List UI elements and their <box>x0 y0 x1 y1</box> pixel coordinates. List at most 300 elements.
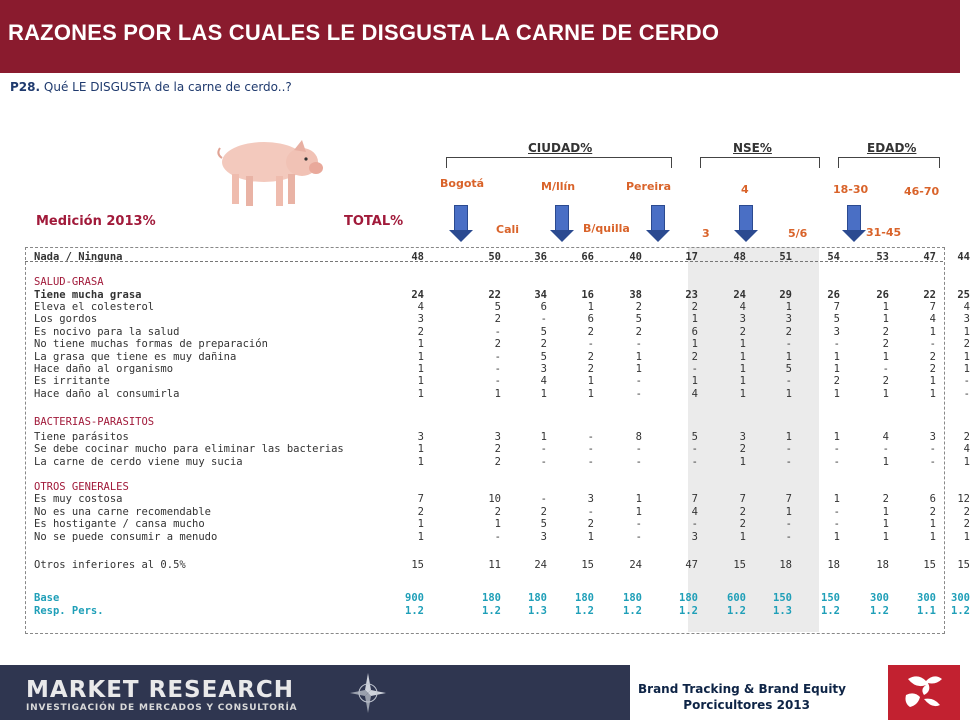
table-cell: 1 <box>963 531 970 543</box>
table-cell: 3 <box>785 313 792 325</box>
table-row <box>34 559 970 571</box>
row-label: No tiene muchas formas de preparación <box>34 338 268 350</box>
table-cell: 1 <box>540 431 547 443</box>
table-cell: 3 <box>833 326 840 338</box>
table-cell: 3 <box>691 531 698 543</box>
table-cell: 3 <box>417 431 424 443</box>
footer-line2: Porcicultores 2013 <box>683 698 810 712</box>
table-row <box>34 289 970 301</box>
row-label: BACTERIAS-PARASITOS <box>34 416 155 428</box>
table-cell: 1 <box>739 375 746 387</box>
table-cell: 1 <box>417 531 424 543</box>
group-ciudad: CIUDAD% <box>528 141 593 155</box>
row-label: Hace daño al consumirla <box>34 388 180 400</box>
table-cell: 34 <box>534 289 547 301</box>
group-nse: NSE% <box>733 141 772 155</box>
table-cell: 2 <box>739 506 746 518</box>
table-cell: 11 <box>488 559 501 571</box>
table-cell: 1 <box>833 363 840 375</box>
table-cell: 1.2 <box>679 605 698 617</box>
footer-brand-area <box>630 665 960 720</box>
col-nse3: 3 <box>702 227 710 240</box>
table-cell: 150 <box>773 592 792 604</box>
table-cell: 1 <box>417 351 424 363</box>
table-cell: - <box>833 338 840 350</box>
ciudad-bracket <box>446 157 672 168</box>
pig-illustration <box>206 128 330 210</box>
table-cell: 15 <box>957 559 970 571</box>
table-cell: - <box>635 518 642 530</box>
table-cell: 5 <box>833 313 840 325</box>
table-cell: - <box>833 518 840 530</box>
table-cell: - <box>833 443 840 455</box>
table-cell: - <box>635 443 642 455</box>
table-cell: - <box>785 375 792 387</box>
table-cell: 1 <box>785 388 792 400</box>
table-cell: 48 <box>411 251 424 263</box>
table-cell: 1 <box>963 351 970 363</box>
row-label: Tiene mucha grasa <box>34 289 142 301</box>
table-row <box>34 574 944 586</box>
table-cell: 47 <box>923 251 936 263</box>
table-cell: 5 <box>494 301 501 313</box>
table-cell: 2 <box>635 326 642 338</box>
page-title: RAZONES POR LAS CUALES LE DISGUSTA LA CARNE DE CERDO <box>8 20 720 45</box>
table-cell: - <box>833 456 840 468</box>
table-cell: 4 <box>963 301 970 313</box>
table-cell: 300 <box>951 592 970 604</box>
table-cell: - <box>833 506 840 518</box>
table-row <box>34 351 970 363</box>
table-cell: 54 <box>827 251 840 263</box>
table-cell: - <box>540 456 547 468</box>
table-cell: 1 <box>963 363 970 375</box>
table-cell: 24 <box>411 289 424 301</box>
table-cell: 18 <box>779 559 792 571</box>
table-cell: - <box>587 431 594 443</box>
table-cell: 3 <box>540 531 547 543</box>
market-research-logo: MARKET RESEARCH <box>26 677 294 703</box>
row-label: La carne de cerdo viene muy sucia <box>34 456 243 468</box>
row-label: No es una carne recomendable <box>34 506 212 518</box>
table-cell: 6 <box>691 326 698 338</box>
table-cell: - <box>494 363 501 375</box>
title-bar <box>0 0 960 73</box>
row-label: Base <box>34 592 60 604</box>
table-cell: - <box>785 518 792 530</box>
table-cell: 180 <box>482 592 501 604</box>
table-cell: - <box>963 375 970 387</box>
table-cell: 16 <box>581 289 594 301</box>
table-cell: 1 <box>417 518 424 530</box>
table-cell: 2 <box>739 518 746 530</box>
col-nse56: 5/6 <box>788 227 808 240</box>
table-cell: - <box>635 456 642 468</box>
table-row <box>34 338 970 350</box>
table-cell: 2 <box>587 351 594 363</box>
table-cell: 1 <box>417 363 424 375</box>
table-cell: 5 <box>691 431 698 443</box>
table-cell: 900 <box>405 592 424 604</box>
table-cell: - <box>882 443 889 455</box>
table-cell: 2 <box>882 338 889 350</box>
table-cell: 1.2 <box>870 605 889 617</box>
table-cell: 3 <box>540 363 547 375</box>
edad-bracket <box>838 157 940 168</box>
table-cell: 2 <box>963 431 970 443</box>
table-cell: 1 <box>691 375 698 387</box>
table-cell: 29 <box>779 289 792 301</box>
table-cell: 6 <box>929 493 936 505</box>
compass-icon <box>350 673 386 713</box>
table-cell: - <box>929 338 936 350</box>
market-research-subtitle: INVESTIGACIÓN DE MERCADOS Y CONSULTORÍA <box>26 703 298 713</box>
table-row <box>34 431 970 443</box>
table-cell: 2 <box>540 338 547 350</box>
table-cell: 36 <box>534 251 547 263</box>
table-cell: 2 <box>494 338 501 350</box>
table-cell: 23 <box>685 289 698 301</box>
table-cell: 2 <box>882 493 889 505</box>
table-row <box>34 456 970 468</box>
row-label: Es muy costosa <box>34 493 123 505</box>
table-cell: 17 <box>685 251 698 263</box>
table-cell: 2 <box>882 326 889 338</box>
table-row <box>34 546 944 558</box>
table-cell: 1 <box>494 388 501 400</box>
table-cell: - <box>635 388 642 400</box>
table-cell: 1 <box>785 431 792 443</box>
table-cell: - <box>785 443 792 455</box>
table-cell: 4 <box>540 375 547 387</box>
table-cell: 1.2 <box>623 605 642 617</box>
table-cell: 150 <box>821 592 840 604</box>
col-medellin: M/llín <box>541 180 576 193</box>
table-cell: - <box>691 443 698 455</box>
table-cell: 6 <box>540 301 547 313</box>
question-code: P28. <box>10 80 41 94</box>
table-cell: - <box>494 531 501 543</box>
table-cell: 10 <box>488 493 501 505</box>
table-cell: 40 <box>629 251 642 263</box>
table-cell: 1 <box>587 388 594 400</box>
table-cell: 1 <box>494 518 501 530</box>
table-cell: 2 <box>882 375 889 387</box>
table-cell: 24 <box>629 559 642 571</box>
table-cell: 1 <box>882 313 889 325</box>
table-cell: - <box>785 531 792 543</box>
table-cell: 1 <box>739 531 746 543</box>
table-cell: 1 <box>882 388 889 400</box>
table-row <box>34 388 970 400</box>
table-cell: 5 <box>540 326 547 338</box>
table-cell: 15 <box>581 559 594 571</box>
arrow-nse4-icon <box>739 205 753 231</box>
table-cell: 2 <box>691 351 698 363</box>
table-cell: - <box>929 443 936 455</box>
col-e1830: 18-30 <box>833 183 869 196</box>
table-row <box>34 375 970 387</box>
table-cell: - <box>540 493 547 505</box>
row-label: SALUD-GRASA <box>34 276 104 288</box>
table-cell: 2 <box>540 506 547 518</box>
table-cell: 7 <box>929 301 936 313</box>
table-cell: 1 <box>635 363 642 375</box>
row-label: Es irritante <box>34 375 110 387</box>
table-row <box>34 469 944 481</box>
table-cell: 1 <box>963 456 970 468</box>
table-cell: 26 <box>827 289 840 301</box>
table-cell: 2 <box>929 363 936 375</box>
table-cell: 3 <box>929 431 936 443</box>
brand-mark-icon <box>888 665 960 720</box>
table-cell: 180 <box>623 592 642 604</box>
table-cell: 2 <box>635 301 642 313</box>
row-label: Eleva el colesterol <box>34 301 155 313</box>
table-cell: 1 <box>739 456 746 468</box>
table-cell: 2 <box>691 301 698 313</box>
table-cell: 24 <box>733 289 746 301</box>
table-cell: 3 <box>494 431 501 443</box>
table-cell: 2 <box>494 313 501 325</box>
row-label: La grasa que tiene es muy dañina <box>34 351 237 363</box>
table-cell: 1 <box>882 531 889 543</box>
table-cell: 18 <box>876 559 889 571</box>
table-cell: 1 <box>929 388 936 400</box>
table-cell: 15 <box>411 559 424 571</box>
table-cell: 22 <box>488 289 501 301</box>
row-label: No se puede consumir a menudo <box>34 531 218 543</box>
total-label: TOTAL% <box>344 214 404 229</box>
table-cell: 1.3 <box>773 605 792 617</box>
table-cell: 7 <box>785 493 792 505</box>
table-cell: - <box>691 363 698 375</box>
table-row <box>34 518 970 530</box>
table-cell: 1 <box>929 531 936 543</box>
arrow-medellin-icon <box>555 205 569 231</box>
table-cell: 1 <box>417 388 424 400</box>
table-cell: 1.2 <box>821 605 840 617</box>
table-cell: 2 <box>963 506 970 518</box>
table-cell: 2 <box>785 326 792 338</box>
table-cell: 1 <box>785 301 792 313</box>
table-row <box>34 506 970 518</box>
table-cell: 1 <box>635 493 642 505</box>
table-cell: - <box>494 326 501 338</box>
table-cell: - <box>587 443 594 455</box>
table-cell: 7 <box>691 493 698 505</box>
table-cell: - <box>494 351 501 363</box>
table-cell: - <box>785 338 792 350</box>
question-body: Qué LE DISGUSTA de la carne de cerdo..? <box>43 80 292 94</box>
table-row <box>34 531 970 543</box>
table-cell: 5 <box>540 518 547 530</box>
table-cell: 4 <box>739 301 746 313</box>
table-cell: 1 <box>587 375 594 387</box>
table-cell: 600 <box>727 592 746 604</box>
table-cell: 4 <box>963 443 970 455</box>
table-cell: 1.3 <box>528 605 547 617</box>
table-cell: - <box>587 456 594 468</box>
col-e4670: 46-70 <box>904 185 940 198</box>
table-cell: 5 <box>635 313 642 325</box>
table-cell: 26 <box>876 289 889 301</box>
table-cell: 1 <box>635 506 642 518</box>
table-cell: 7 <box>739 493 746 505</box>
table-cell: 2 <box>587 326 594 338</box>
table-cell: 1 <box>929 326 936 338</box>
table-cell: 5 <box>540 351 547 363</box>
table-cell: 3 <box>739 313 746 325</box>
table-cell: 1 <box>739 338 746 350</box>
table-cell: 1 <box>739 363 746 375</box>
table-row <box>34 605 970 617</box>
table-cell: 7 <box>833 301 840 313</box>
row-label: Es nocivo para la salud <box>34 326 180 338</box>
table-row <box>34 363 970 375</box>
col-bogota: Bogotá <box>440 177 485 190</box>
table-cell: 1 <box>882 456 889 468</box>
table-cell: 1 <box>417 375 424 387</box>
table-cell: 180 <box>575 592 594 604</box>
table-cell: 1 <box>833 431 840 443</box>
table-row <box>34 251 970 263</box>
table-cell: 5 <box>785 363 792 375</box>
table-cell: 1 <box>417 456 424 468</box>
row-label: Los gordos <box>34 313 98 325</box>
table-row <box>34 313 970 325</box>
table-cell: 4 <box>882 431 889 443</box>
table-cell: 2 <box>494 456 501 468</box>
table-cell: 18 <box>827 559 840 571</box>
table-cell: - <box>587 506 594 518</box>
footer <box>0 665 960 720</box>
table-cell: 180 <box>528 592 547 604</box>
table-cell: 2 <box>587 518 594 530</box>
table-cell: - <box>929 456 936 468</box>
table-cell: 3 <box>739 431 746 443</box>
table-cell: 2 <box>833 375 840 387</box>
table-cell: 1 <box>691 338 698 350</box>
table-cell: 4 <box>691 506 698 518</box>
table-cell: 1 <box>587 301 594 313</box>
table-cell: 2 <box>587 363 594 375</box>
table-cell: 4 <box>417 301 424 313</box>
col-e3145: 31-45 <box>866 226 902 239</box>
table-cell: 1 <box>833 493 840 505</box>
table-cell: 3 <box>963 313 970 325</box>
table-cell: 4 <box>691 388 698 400</box>
table-row <box>34 493 970 505</box>
table-cell: 2 <box>494 506 501 518</box>
col-pereira: Pereira <box>626 180 672 193</box>
row-label: Nada / Ninguna <box>34 251 123 263</box>
table-cell: 1.2 <box>405 605 424 617</box>
table-cell: 51 <box>779 251 792 263</box>
table-cell: 1 <box>417 338 424 350</box>
table-cell: 15 <box>733 559 746 571</box>
table-cell: 1 <box>785 351 792 363</box>
table-cell: 48 <box>733 251 746 263</box>
table-cell: 2 <box>929 351 936 363</box>
table-cell: 38 <box>629 289 642 301</box>
table-row <box>34 326 970 338</box>
table-cell: 180 <box>679 592 698 604</box>
table-cell: 2 <box>963 518 970 530</box>
table-cell: - <box>540 313 547 325</box>
table-cell: 1 <box>739 388 746 400</box>
row-label: Resp. Pers. <box>34 605 104 617</box>
row-label: Es hostigante / cansa mucho <box>34 518 205 530</box>
table-cell: - <box>882 363 889 375</box>
row-label: Tiene parásitos <box>34 431 129 443</box>
table-cell: 2 <box>739 443 746 455</box>
table-cell: - <box>635 338 642 350</box>
table-cell: 7 <box>417 493 424 505</box>
row-label: Hace daño al organismo <box>34 363 174 375</box>
table-cell: 2 <box>739 326 746 338</box>
table-cell: 22 <box>923 289 936 301</box>
section-header <box>34 276 944 288</box>
table-row <box>34 443 970 455</box>
table-cell: 1.2 <box>482 605 501 617</box>
table-cell: 1 <box>882 351 889 363</box>
table-cell: - <box>691 518 698 530</box>
table-cell: 6 <box>587 313 594 325</box>
table-cell: 1 <box>691 313 698 325</box>
medicion-label: Medición 2013% <box>36 214 156 229</box>
table-cell: 50 <box>488 251 501 263</box>
table-cell: 2 <box>417 506 424 518</box>
table-cell: 66 <box>581 251 594 263</box>
table-cell: 1 <box>963 326 970 338</box>
table-cell: 4 <box>929 313 936 325</box>
table-cell: 2 <box>417 326 424 338</box>
table-cell: 1 <box>739 351 746 363</box>
table-cell: 1 <box>635 351 642 363</box>
col-nse4: 4 <box>741 183 749 196</box>
table-cell: 25 <box>957 289 970 301</box>
group-edad: EDAD% <box>867 141 917 155</box>
table-cell: 1 <box>417 443 424 455</box>
table-cell: - <box>785 456 792 468</box>
table-cell: 24 <box>534 559 547 571</box>
table-cell: 2 <box>929 506 936 518</box>
table-row <box>34 401 944 413</box>
table-cell: 1 <box>833 388 840 400</box>
table-cell: 2 <box>963 338 970 350</box>
table-cell: 8 <box>635 431 642 443</box>
table-cell: 1 <box>785 506 792 518</box>
table-cell: 1 <box>833 351 840 363</box>
table-cell: 300 <box>870 592 889 604</box>
arrow-pereira-icon <box>651 205 665 231</box>
table-cell: 2 <box>494 443 501 455</box>
table-cell: - <box>587 338 594 350</box>
table-cell: 3 <box>417 313 424 325</box>
table-cell: - <box>963 388 970 400</box>
footer-line1: Brand Tracking & Brand Equity <box>638 682 846 696</box>
table-cell: 1 <box>540 388 547 400</box>
table-cell: 1 <box>882 506 889 518</box>
table-cell: 3 <box>587 493 594 505</box>
table-cell: 15 <box>923 559 936 571</box>
table-cell: 1.1 <box>917 605 936 617</box>
table-cell: - <box>635 375 642 387</box>
table-row <box>34 592 970 604</box>
table-cell: 53 <box>876 251 889 263</box>
table-cell: 1.2 <box>575 605 594 617</box>
